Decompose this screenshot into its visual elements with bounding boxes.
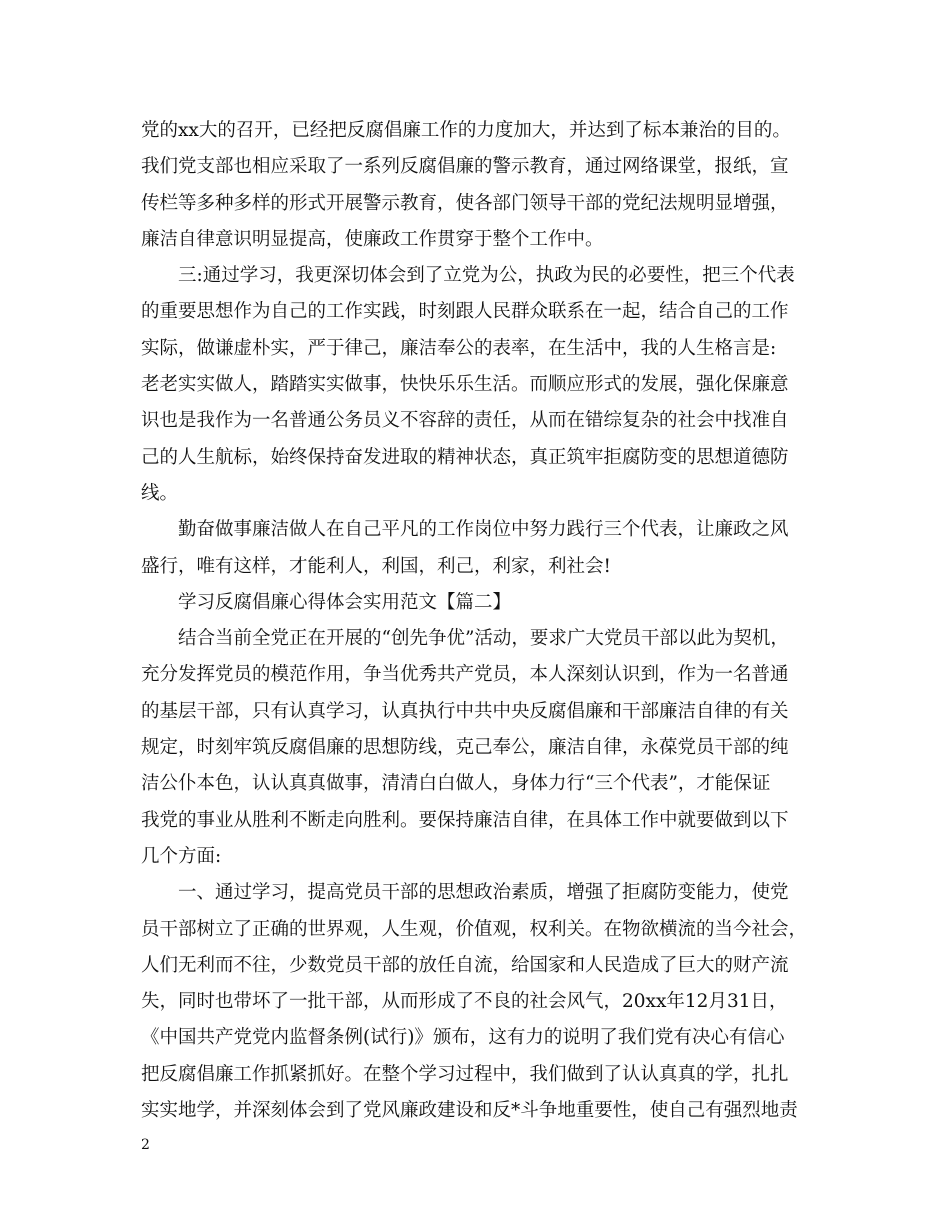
text-line: 人们无利而不往，少数党员干部的放任自流，给国家和人民造成了巨大的财产流: [141, 954, 789, 976]
text-line: 我党的事业从胜利不断走向胜利。要保持廉洁自律，在具体工作中就要做到以下: [141, 809, 789, 831]
text-line: 把反腐倡廉工作抓紧抓好。在整个学习过程中，我们做到了认认真真的学，扎扎: [141, 1063, 789, 1085]
text-line: 我们党支部也相应采取了一系列反腐倡廉的警示教育，通过网络课堂，报纸，宣: [141, 156, 789, 178]
paragraph-start-line: 勤奋做事廉洁做人在自己平凡的工作岗位中努力践行三个代表，让廉政之风: [178, 519, 789, 541]
text-line: 《中国共产党党内监督条例(试行)》颁布，这有力的说明了我们党有决心有信心: [141, 1027, 785, 1049]
text-line: 规定，时刻牢筑反腐倡廉的思想防线，克己奉公，廉洁自律，永葆党员干部的纯: [141, 737, 789, 759]
section-heading: 学习反腐倡廉心得体会实用范文【篇二】: [178, 591, 512, 613]
paragraph-start-line: 结合当前全党正在开展的“创先争优”活动，要求广大党员干部以此为契机，: [178, 628, 789, 650]
text-line: 党的xx大的召开，已经把反腐倡廉工作的力度加大，并达到了标本兼治的目的。: [141, 120, 791, 141]
text-line: 老老实实做人，踏踏实实做事，快快乐乐生活。而顺应形式的发展，强化保廉意: [141, 374, 789, 396]
paragraph-start-line: 一、通过学习，提高党员干部的思想政治素质，增强了拒腐防变能力，使党: [178, 882, 789, 904]
document-body: [141, 113, 831, 1129]
text-line: 洁公仆本色，认认真真做事，清清白白做人，身体力行“三个代表”，才能保证: [141, 773, 771, 795]
text-line: 失，同时也带坏了一批干部，从而形成了不良的社会风气，20xx年12月31日，: [141, 991, 788, 1013]
text-line: 实实地学，并深刻体会到了党风廉政建设和反*斗争地重要性，使自己有强烈地责: [141, 1100, 798, 1122]
text-line: 实际，做谦虚朴实，严于律己，廉洁奉公的表率，在生活中，我的人生格言是:: [141, 337, 777, 359]
text-line: 员干部树立了正确的世界观，人生观，价值观，权利关。在物欲横流的当今社会，: [141, 918, 808, 940]
text-line: 传栏等多种多样的形式开展警示教育，使各部门领导干部的党纪法规明显增强，: [141, 192, 789, 214]
text-line: 廉洁自律意识明显提高，使廉政工作贯穿于整个工作中。: [141, 228, 604, 250]
text-line: 几个方面:: [141, 845, 222, 867]
text-line: 充分发挥党员的模范作用，争当优秀共产党员，本人深刻认识到，作为一名普通: [141, 664, 789, 686]
text-line: 的基层干部，只有认真学习，认真执行中共中央反腐倡廉和干部廉洁自律的有关: [141, 700, 789, 722]
paragraph-start-line: 三:通过学习，我更深切体会到了立党为公，执政为民的必要性，把三个代表: [178, 265, 795, 287]
text-line: 盛行，唯有这样，才能利人，利国，利己，利家，利社会!: [141, 555, 611, 577]
text-line: 识也是我作为一名普通公务员义不容辞的责任，从而在错综复杂的社会中找准自: [141, 410, 789, 432]
text-line: 线。: [141, 482, 179, 504]
text-line: 己的人生航标，始终保持奋发进取的精神状态，真正筑牢拒腐防变的思想道德防: [141, 446, 789, 468]
text-line: 的重要思想作为自己的工作实践，时刻跟人民群众联系在一起，结合自己的工作: [141, 301, 789, 323]
page-number: 2: [141, 1137, 150, 1153]
